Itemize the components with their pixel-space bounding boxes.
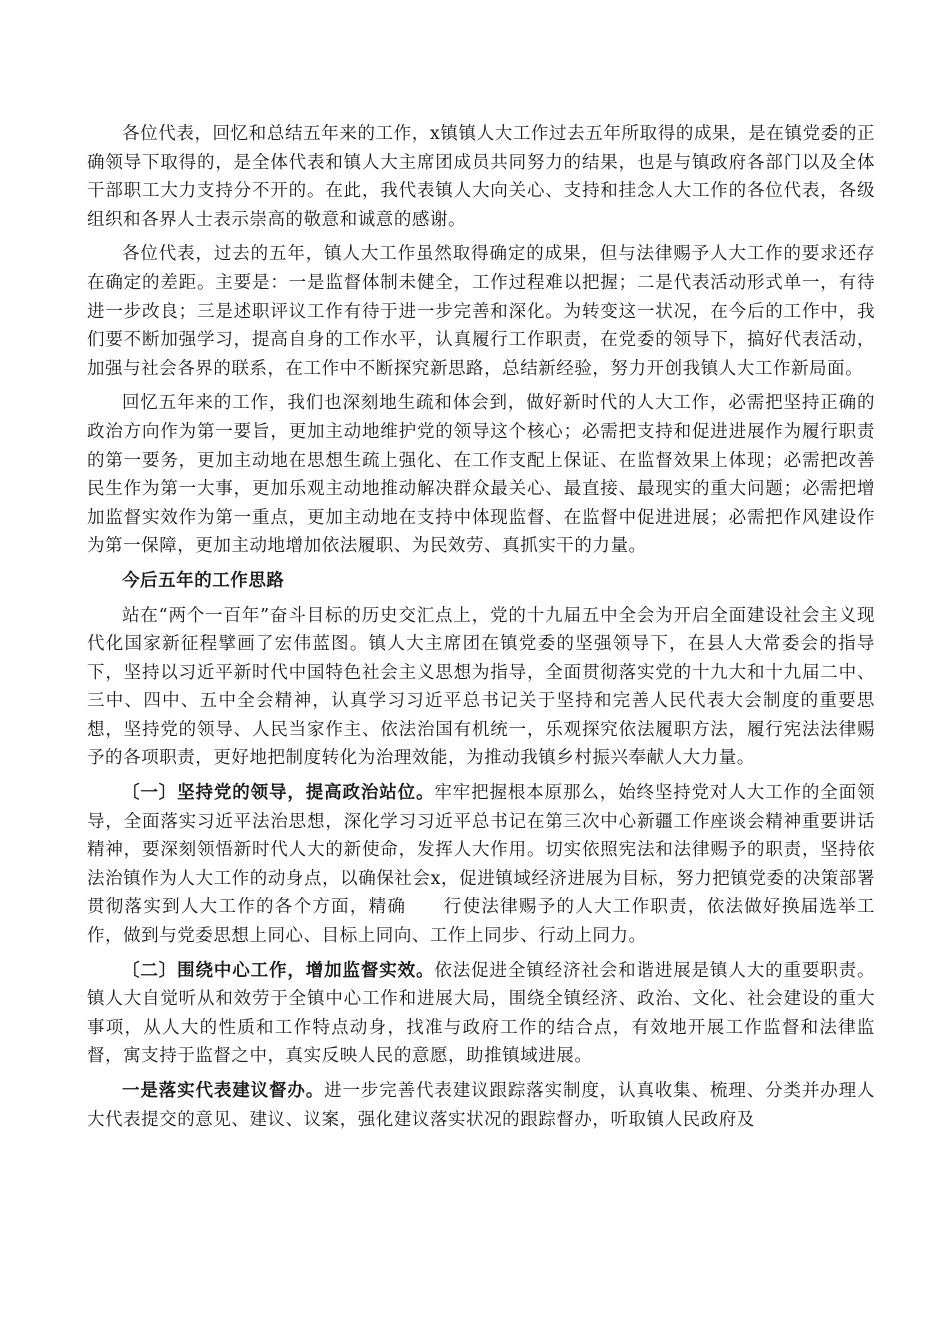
- section-two-body: 依法促进全镇经济社会和谐进展是镇人大的重要职责。镇人大自觉听从和效劳于全镇中心工作和进展大局，围绕全镇经济、政治、文化、社会建设的重大事项，从人大的性质和工作特点动身，找准与政府工作的结合点，有效地开展工作监督和法律监督，寓支持于监督之中，真实反映人民的意愿，助推镇域进展。: [87, 960, 875, 1067]
- paragraph-shortcomings: 各位代表，过去的五年，镇人大工作虽然取得确定的成果，但与法律赐予人大工作的要求还存在确定的差距。主要是：一是监督体制未健全，工作过程难以把握；二是代表活动形式单一，有待进一步改良；三是述职评议工作有待于进一步完善和深化。为转变这一状况，在今后的工作中，我们要不断加强学习，提高自身的工作水平，认真履行工作职责，在党委的领导下，搞好代表活动，加强与社会各界的联系，在工作中不断探究新思路，总结新经验，努力开创我镇人大工作新局面。: [87, 244, 875, 379]
- section-heading: 今后五年的工作思路: [122, 570, 285, 591]
- document-body: [87, 120, 875, 1140]
- section-one-body: 牢牢把握根本原那么，始终坚持党对人大工作的全面领导，全面落实习近平法治思想，深化学习习近平总书记在第三次中心新疆工作座谈会精神重要讲话精神，要深刻领悟新时代人大的新使命，发挥人大作用。切实依照宪法和法律赐予的职责，坚持依法治镇作为人大工作的动身点，以确保社会x，促进镇域经济进展为目标，努力把镇党委的决策部署贯彻落实到人大工作的各个方面，精确 行使法律赐予的人大工作职责，依法做好换届选举工作，做到与党委思想上同心、目标上同向、工作上同步、行动上同力。: [87, 783, 875, 947]
- section-one-title: 〔一〕坚持党的领导，提高政治站位。: [122, 783, 435, 804]
- paragraph-section-one: [87, 779, 875, 951]
- paragraph-thanks: 各位代表，回忆和总结五年来的工作，x镇镇人大工作过去五年所取得的成果，是在镇党委的正确领导下取得的，是全体代表和镇人大主席团成员共同努力的结果，也是与镇政府各部门以及全体干部职工大力支持分不开的。在此，我代表镇人大向关心、支持和挂念人大工作的各位代表，各级组织和各界人士表示崇高的敬意和诚意的感谢。: [87, 124, 875, 230]
- section-two-title: 〔二〕围绕中心工作，增加监督实效。: [122, 960, 435, 981]
- paragraph-section-two: [87, 957, 875, 1071]
- item-one-body: 进一步完善代表建议跟踪落实制度，认真收集、梳理、分类并办理人大代表提交的意见、建议、议案，强化建议落实状况的跟踪督办，听取镇人民政府及: [87, 1081, 875, 1130]
- paragraph-item-one: [87, 1077, 875, 1134]
- item-one-title: 一是落实代表建议督办。: [122, 1081, 325, 1101]
- paragraph-reflection: 回忆五年来的工作，我们也深刻地生疏和体会到，做好新时代的人大工作，必需把坚持正确的政治方向作为第一要旨，更加主动地维护党的领导这个核心；必需把支持和促进进展作为履行职责的第一要务，更加主动地在思想生疏上强化、在工作支配上保证、在监督效果上体现；必需把改善民生作为第一大事，更加乐观主动地推动解决群众最关心、最直接、最现实的重大问题；必需把增加监督实效作为第一重点，更加主动地在支持中体现监督、在监督中促进进展；必需把作风建设作为第一保障，更加主动地增加依法履职、为民效劳、真抓实干的力量。: [87, 393, 875, 557]
- paragraph-work-plan: 站在“两个一百年”奋斗目标的历史交汇点上，党的十九届五中全会为开启全面建设社会主义现代化国家新征程擘画了宏伟蓝图。镇人大主席团在镇党委的坚强领导下，在县人大常委会的指导下，坚持以习近平新时代中国特色社会主义思想为指导，全面贯彻落实党的十九大和十九届二中、三中、四中、五中全会精神，认真学习习近平总书记关于坚持和完善人民代表大会制度的重要思想，坚持党的领导、人民当家作主、依法治国有机统一，乐观探究依法履职方法，履行宪法法律赐予的各项职责，更好地把制度转化为治理效能，为推动我镇乡村振兴奉献人大力量。: [87, 605, 875, 769]
